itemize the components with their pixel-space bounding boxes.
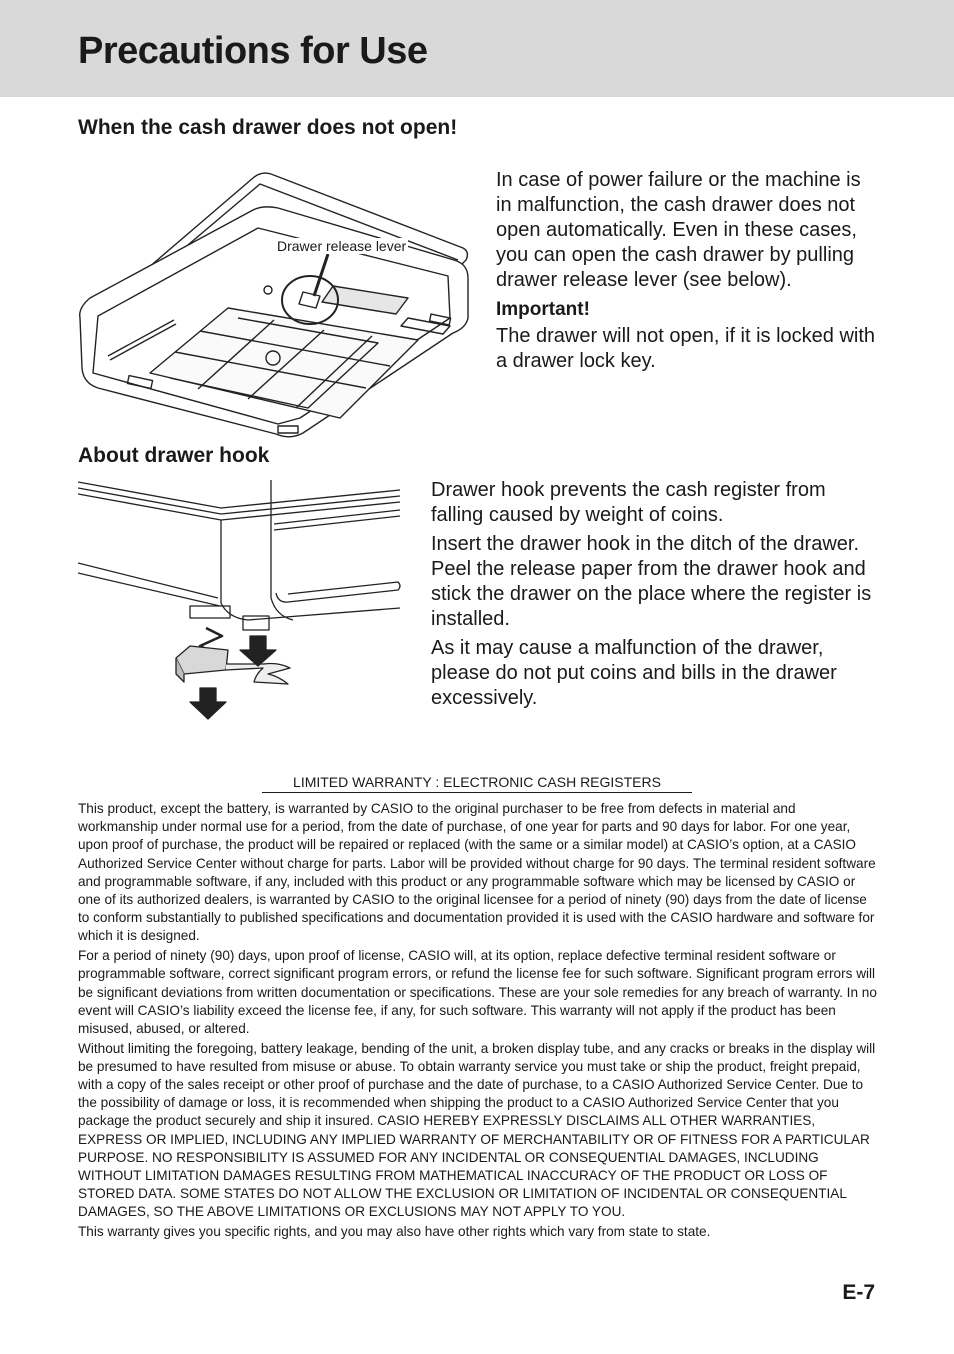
warranty-paragraph-4: This warranty gives you specific rights, and you may also have other rights which vary from state to state.	[78, 1224, 711, 1240]
section1-text	[496, 168, 881, 378]
cash-drawer-bottom-illustration	[78, 168, 472, 438]
page-title: Precautions for Use	[78, 30, 428, 72]
important-text: The drawer will not open, if it is locked with a drawer lock key.	[496, 325, 876, 372]
figure-label-drawer-release-lever: Drawer release lever	[277, 238, 407, 254]
page-number: E-7	[842, 1281, 875, 1304]
warranty-text	[78, 800, 878, 1243]
warranty-paragraph-1: This product, except the battery, is warranted by CASIO to the original purchaser to be free from defects in material and workmanship under normal use for a period, from the date of purchase, of one year for parts and 90 days for labor. For one year, upon proof of purchase, the product will be repaired or replaced (with the same or a similar model) at CASIO’s option, at a CASIO Authorized Service Center without charge for parts. Labor will be provided without charge for 90 days. The terminal resident software and programmable software, if any, included with this product or any programmable software which may be licensed by CASIO or one of its authorized dealers, is warranted by CASIO to the original licensee for a period of ninety (90) days from the date of license to conform substantially to published specifications and documentation provided it is used with the CASIO hardware and software for which it is designed.	[78, 801, 876, 944]
section2-text	[431, 478, 881, 715]
section-heading-drawer-not-open: When the cash drawer does not open!	[78, 116, 458, 139]
drawer-hook-illustration	[78, 478, 403, 723]
drawer-hook-paragraph-1: Drawer hook prevents the cash register from falling caused by weight of coins.	[431, 479, 826, 526]
drawer-hook-paragraph-2: Insert the drawer hook in the ditch of the drawer. Peel the release paper from the drawer hook and stick the drawer on the place where the register is installed.	[431, 533, 872, 630]
warranty-paragraph-3: Without limiting the foregoing, battery leakage, bending of the unit, a broken display tube, and any cracks or breaks in the display will be presumed to have resulted from misuse or abuse. To obtain warranty service you must take or ship the product, freight prepaid, with a copy of the sales receipt or other proof of purchase and the date of purchase, to a CASIO Authorized Service Center. Due to the possibility of damage or loss, it is recommended when shipping the product to a CASIO Authorized Service Center that you package the product securely and ship it insured. CASIO HEREBY EXPRESSLY DISCLAIMS ALL OTHER WARRANTIES, EXPRESS OR IMPLIED, INCLUDING ANY IMPLIED WARRANTY OF MERCHANTABILITY OR OF FITNESS FOR A PARTICULAR PURPOSE. NO RESPONSIBILITY IS ASSUMED FOR ANY INCIDENTAL OR CONSEQUENTIAL DAMAGES, INCLUDING WITHOUT LIMITATION DAMAGES RESULTING FROM MATHEMATICAL INACCURACY OF THE PRODUCT OR LOSS OF STORED DATA. SOME STATES DO NOT ALLOW THE EXCLUSION OR LIMITATION OF INCIDENTAL OR CONSEQUENTIAL DAMAGES, SO THE ABOVE LIMITATIONS OR EXCLUSIONS MAY NOT APPLY TO YOU.	[78, 1040, 876, 1220]
section1-paragraph: In case of power failure or the machine is in malfunction, the cash drawer does not open automatically. Even in these cases, you can open the cash drawer by pulling drawer release lever (see below).	[496, 169, 861, 291]
section-heading-drawer-hook: About drawer hook	[78, 444, 270, 467]
warranty-title: LIMITED WARRANTY : ELECTRONIC CASH REGISTERS	[262, 774, 692, 793]
drawer-hook-paragraph-3: As it may cause a malfunction of the drawer, please do not put coins and bills in the drawer excessively.	[431, 637, 837, 709]
warranty-paragraph-2: For a period of ninety (90) days, upon proof of license, CASIO will, at its option, replace defective terminal resident software or programmable software, correct significant program errors, or refund the license fee for such software. Significant program errors will be significant deviations from written documentation or specifications. These are your sole remedies for any breach of warranty. In no event will CASIO’s liability exceed the license fee, if any, for such software. This warranty will not apply if the product has been misused, abused, or altered.	[78, 948, 877, 1036]
important-label: Important!	[496, 299, 590, 320]
